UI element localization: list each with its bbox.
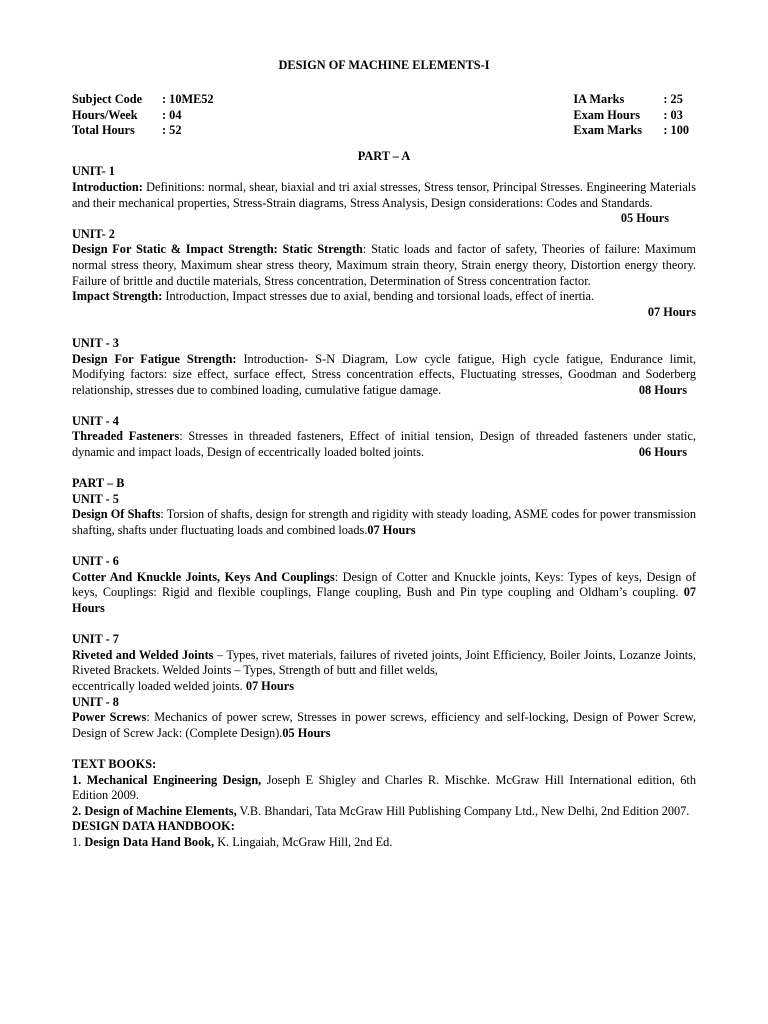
part-a-heading: PART – A <box>357 148 411 163</box>
text-books-section <box>72 757 696 819</box>
topic-title: Introduction: <box>72 179 143 194</box>
book-details: V.B. Bhandari, Tata McGraw Hill Publishing Company Ltd., New Delhi, 2nd Edition 2007. <box>236 803 690 818</box>
unit-description <box>72 507 696 538</box>
meta-value: : 25 <box>663 92 683 106</box>
syllabus-page <box>72 58 696 851</box>
topic-title: Threaded Fasteners <box>72 429 180 444</box>
unit-description <box>72 570 696 617</box>
topic-title: Power Screws <box>72 710 147 725</box>
unit-description-continued <box>72 679 696 695</box>
topic-text: : Torsion of shafts, design for strength and rigidity with steady loading, ASME codes for power transmission shafting, shafts under fluctuating loads and combined loads. <box>72 507 696 538</box>
book-entry <box>72 835 696 851</box>
meta-label: Exam Marks <box>573 123 643 138</box>
unit-hours: 05 Hours <box>620 211 669 226</box>
unit-description <box>72 710 696 741</box>
topic-text: : Stresses in threaded fasteners, Effect of initial tension, Design of threaded fasteners under static, dynamic and impact loads, Design of eccentrically loaded bolted joints. <box>72 429 696 460</box>
unit-4 <box>72 414 696 461</box>
book-number: 1. <box>72 772 82 787</box>
unit-2 <box>72 227 696 321</box>
unit-heading: UNIT - 4 <box>72 413 119 428</box>
unit-8 <box>72 695 696 742</box>
meta-row <box>72 123 214 139</box>
meta-label: Hours/Week <box>72 107 138 122</box>
topic-text: : Static loads and factor of safety, Theories of failure: Maximum normal stress theory, Maximum shear stress theory, Maximum strain theory, Strain energy theory, Distortion energy theory. Failure of brittle and ductile materials, Stress concentration, Determination of Stress concentration factor. <box>72 242 696 288</box>
unit-1 <box>72 164 696 226</box>
topic-title: Impact Strength: <box>72 289 163 304</box>
unit-description <box>72 289 696 305</box>
unit-heading: UNIT - 5 <box>72 491 119 506</box>
topic-text: : Mechanics of power screw, Stresses in power screws, efficiency and self-locking, Design of Power Screw, Design of Screw Jack: (Complete Design). <box>72 710 696 740</box>
meta-row <box>573 123 689 139</box>
book-entry <box>72 804 696 820</box>
meta-value: : 10ME52 <box>162 92 214 106</box>
unit-hours: 07 Hours <box>367 523 416 538</box>
unit-hours: 08 Hours <box>638 382 687 397</box>
topic-title: Design For Static & Impact Strength: Static Strength <box>72 242 363 257</box>
meta-row <box>573 92 689 108</box>
topic-title: Riveted and Welded Joints <box>72 647 214 662</box>
unit-description <box>72 179 696 226</box>
unit-description <box>72 352 696 399</box>
unit-5 <box>72 492 696 539</box>
meta-row <box>573 108 689 124</box>
book-number: 2. <box>72 803 82 818</box>
meta-row <box>72 108 214 124</box>
topic-title: Design Of Shafts <box>72 507 161 522</box>
unit-heading: UNIT- 1 <box>72 164 115 179</box>
unit-heading: UNIT- 2 <box>72 226 115 241</box>
book-title: Design Data Hand Book, <box>84 834 215 849</box>
meta-value: : 52 <box>162 123 182 138</box>
unit-heading: UNIT - 3 <box>72 335 119 350</box>
unit-hours: 07 Hours <box>245 678 294 693</box>
meta-label: IA Marks <box>573 92 625 106</box>
unit-hours: 07 Hours <box>647 304 696 319</box>
book-entry <box>72 773 696 804</box>
unit-3 <box>72 336 696 398</box>
unit-hours: 05 Hours <box>282 725 331 740</box>
book-number: 1. <box>72 834 82 849</box>
topic-title: Cotter And Knuckle Joints, Keys And Couplings <box>72 569 335 584</box>
book-title: Design of Machine Elements, <box>84 803 237 818</box>
unit-hours: 07 Hours <box>72 585 696 615</box>
meta-left-table <box>72 92 214 139</box>
text-books-heading: TEXT BOOKS: <box>72 756 157 771</box>
book-details: Joseph E Shigley and Charles R. Mischke. McGraw Hill International edition, 6th Edition 2009. <box>72 772 696 803</box>
meta-label: Subject Code <box>72 92 143 106</box>
meta-value: : 100 <box>663 123 689 138</box>
unit-hours: 06 Hours <box>638 445 687 460</box>
topic-title: Design For Fatigue Strength: <box>72 351 237 366</box>
topic-text: : Design of Cotter and Knuckle joints, Keys: Types of keys, Design of keys, Couplings: Rigid and flexible couplings, Flange coupling, Bush and Pin type coupling and Oldham’s coupling. <box>72 569 697 600</box>
course-meta <box>72 92 696 139</box>
unit-6 <box>72 554 696 616</box>
meta-label: Exam Hours <box>573 107 640 122</box>
unit-description <box>72 242 696 289</box>
unit-7 <box>72 632 696 694</box>
handbook-heading: DESIGN DATA HANDBOOK: <box>72 819 235 834</box>
part-b-heading: PART – B <box>72 476 125 491</box>
topic-text: Definitions: normal, shear, biaxial and tri axial stresses, Stress tensor, Principal Stresses. Engineering Materials and their mechanical properties, Stress-Strain diagrams, Stress Analysis, Design considerations: Codes and Standards. <box>72 179 696 210</box>
book-details: K. Lingaiah, McGraw Hill, 2nd Ed. <box>214 834 393 849</box>
unit-heading: UNIT - 8 <box>72 694 119 709</box>
handbook-section <box>72 819 696 850</box>
topic-text: eccentrically loaded welded joints. <box>72 678 243 693</box>
topic-text: – Types, rivet materials, failures of riveted joints, Joint Efficiency, Boiler Joints, Lozanze Joints, Riveted Brackets. Welded Joints – Types, Strength of butt and fillet welds, <box>72 647 697 678</box>
unit-heading: UNIT - 7 <box>72 632 119 647</box>
unit-description <box>72 429 696 460</box>
meta-row <box>72 92 214 108</box>
unit-description <box>72 648 696 679</box>
meta-right-table <box>573 92 689 139</box>
unit-heading: UNIT - 6 <box>72 554 119 569</box>
topic-text: Introduction, Impact stresses due to axial, bending and torsional loads, effect of inertia. <box>162 289 595 304</box>
meta-value: : 03 <box>663 107 683 122</box>
meta-value: : 04 <box>162 107 182 122</box>
document-title: DESIGN OF MACHINE ELEMENTS-I <box>278 58 490 72</box>
topic-text: Introduction- S-N Diagram, Low cycle fatigue, High cycle fatigue, Endurance limit, Modifying factors: size effect, surface effect, Stress concentration effects, Fluctuating stresses, Goodman and Soderberg relationship, stresses due to combined loading, cumulative fatigue damage. <box>72 351 696 397</box>
meta-label: Total Hours <box>72 123 135 138</box>
book-title: Mechanical Engineering Design, <box>86 772 262 787</box>
